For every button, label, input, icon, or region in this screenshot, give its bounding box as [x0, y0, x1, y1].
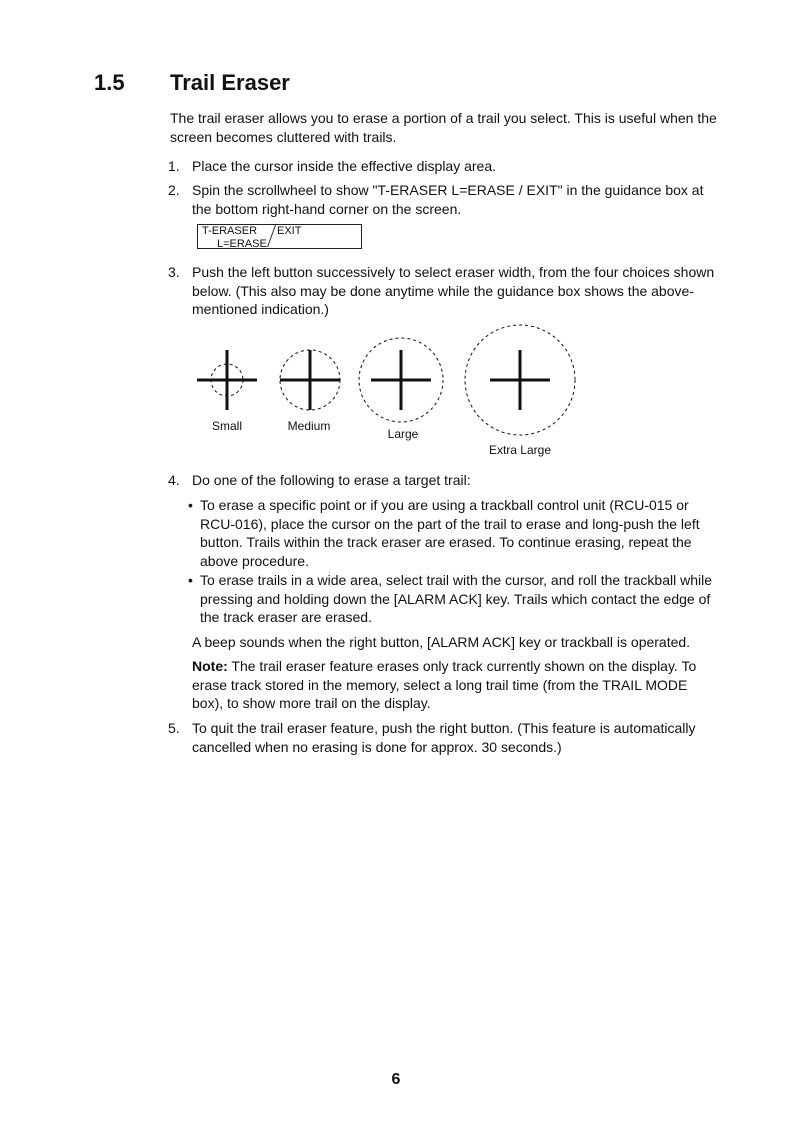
beep-text: A beep sounds when the right button, [ALARM ACK] key or trackball is operated.	[192, 634, 691, 650]
bullet-2-marker: •	[188, 572, 193, 588]
step-1-text: Place the cursor inside the effective display area.	[192, 158, 497, 174]
bullet-2-text: To erase trails in a wide area, select trail with the cursor, and roll the trackball while pressing and holding down the [ALARM ACK] key. Trails which contact the edge of the track eraser are erased.	[200, 572, 713, 625]
guidance-l-erase: L=ERASE	[217, 238, 267, 250]
step-3-text: Push the left button successively to select eraser width, from the four choices shown below. (This also may be done anytime while the guidance box shows the above-mentioned indication.)	[192, 264, 715, 317]
guidance-exit: EXIT	[277, 225, 302, 237]
note-paragraph	[192, 657, 722, 713]
guidance-divider	[267, 225, 276, 247]
note-text: The trail eraser feature erases only track currently shown on the display. To erase track stored in the memory, select a long trail time (from the TRAIL MODE box), to show more trail on the display.	[192, 658, 697, 711]
step-2-text: Spin the scrollwheel to show "T-ERASER L=ERASE / EXIT" in the guidance box at the bottom right-hand corner on the screen.	[192, 182, 704, 217]
step-5-text: To quit the trail eraser feature, push the right button. (This feature is automatically cancelled when no erasing is done for approx. 30 seconds.)	[192, 720, 696, 755]
eraser-small-icon	[197, 350, 257, 410]
step-2-number: 2.	[168, 182, 180, 198]
caption-medium: Medium	[287, 419, 331, 433]
eraser-medium-icon	[280, 350, 340, 410]
eraser-large-icon	[359, 338, 443, 422]
bullet-1-marker: •	[188, 497, 193, 513]
step-1-number: 1.	[168, 158, 180, 174]
step-4-text: Do one of the following to erase a target trail:	[192, 472, 471, 488]
caption-large: Large	[387, 427, 419, 441]
section-number: 1.5	[94, 70, 125, 95]
guidance-t-eraser: T-ERASER	[202, 225, 258, 237]
guidance-box	[197, 224, 362, 249]
section-title: Trail Eraser	[170, 70, 290, 95]
caption-small: Small	[211, 419, 242, 433]
eraser-extra-large-icon	[465, 325, 575, 435]
note-label: Note:	[192, 658, 228, 674]
step-4-number: 4.	[168, 472, 180, 488]
step-3-number: 3.	[168, 264, 180, 280]
intro-paragraph: The trail eraser allows you to erase a portion of a trail you select. This is useful when the screen becomes cluttered with trails.	[170, 110, 717, 145]
step-5-number: 5.	[168, 720, 180, 736]
caption-extra-large: Extra Large	[488, 443, 552, 457]
bullet-1-text: To erase a specific point or if you are using a trackball control unit (RCU-015 or RCU-016), place the cursor on the part of the trail to erase and long-push the left button. Trails within the track eraser are erased. To continue erasing, repeat the above procedure.	[200, 497, 700, 569]
page-number: 6	[391, 1071, 401, 1088]
